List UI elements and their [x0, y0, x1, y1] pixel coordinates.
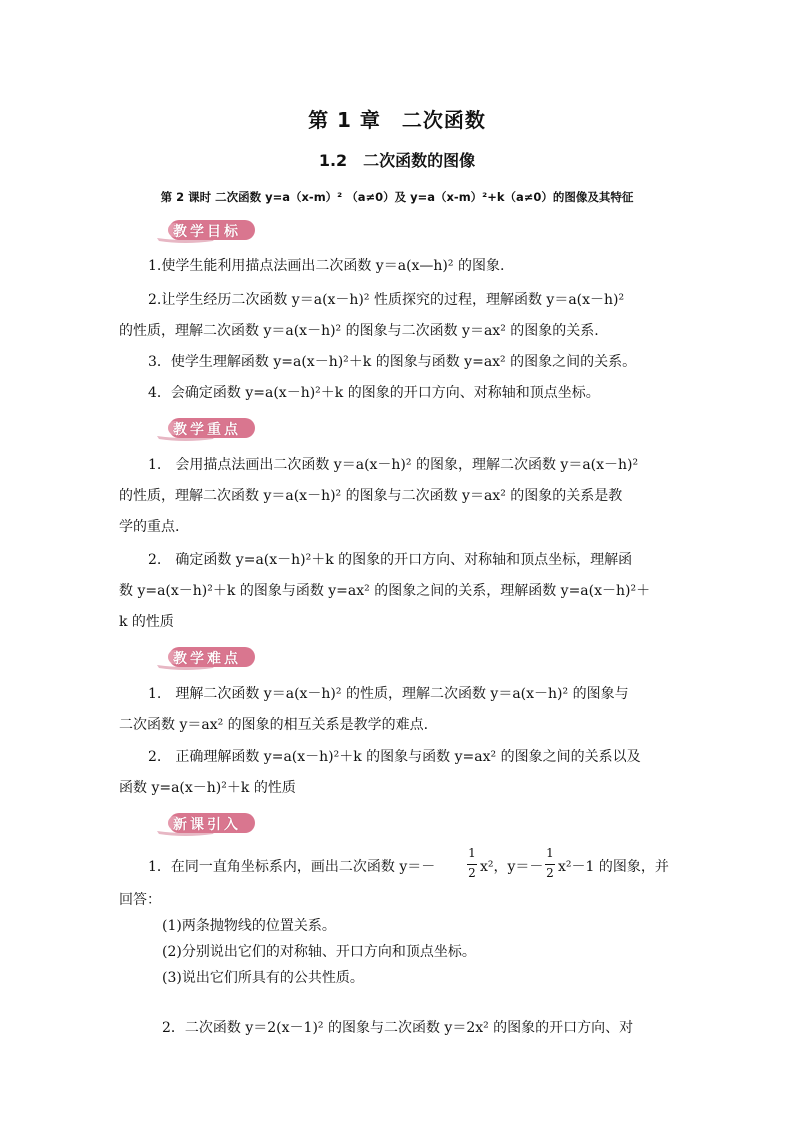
chapter-title: 第 1 章 二次函数	[308, 108, 486, 132]
fraction-numerator: 1	[546, 846, 554, 860]
difficulty-line-2: 二次函数 y＝ax² 的图象的相互关系是教学的难点.	[119, 717, 429, 733]
key-line-3: 学的重点.	[119, 519, 180, 535]
tag-intro	[155, 811, 265, 837]
fraction-bar	[467, 864, 477, 865]
intro-q1-part-c: x²－1 的图象，并	[558, 859, 669, 875]
tag-label: 新课引入	[173, 817, 241, 833]
goal-line-4: 3．使学生理解函数 y=a(x－h)²＋k 的图象与函数 y=ax² 的图象之间的关系。	[148, 354, 637, 370]
intro-sub-2: (2)分别说出它们的对称轴、开口方向和顶点坐标。	[162, 944, 476, 960]
fraction-denominator: 2	[546, 866, 554, 880]
difficulty-line-4: 函数 y=a(x－h)²＋k 的性质	[119, 780, 296, 796]
tag-key-points	[155, 416, 265, 442]
intro-sub-1: (1)两条抛物线的位置关系。	[162, 918, 336, 934]
intro-q1-answer: 回答：	[119, 892, 161, 908]
fraction-denominator: 2	[468, 866, 476, 880]
intro-q2: 2．二次函数 y＝2(x－1)² 的图象与二次函数 y＝2x² 的图象的开口方向、对	[162, 1020, 634, 1036]
lesson-title: 第 2 课时 二次函数 y=a（x-m）² （a≠0）及 y=a（x-m）²+k（a≠0）的图像及其特征	[160, 190, 634, 204]
key-line-4: 2. 确定函数 y=a(x－h)²＋k 的图象的开口方向、对称轴和顶点坐标，理解函	[148, 552, 633, 568]
difficulty-line-1: 1. 理解二次函数 y＝a(x－h)² 的性质，理解二次函数 y＝a(x－h)² 的图象与	[148, 686, 629, 702]
key-line-6: k 的性质	[119, 614, 174, 630]
intro-q1-part-a: 1．在同一直角坐标系内，画出二次函数 y＝－	[148, 859, 436, 875]
goal-line-3: 的性质，理解二次函数 y＝a(x－h)² 的图象与二次函数 y＝ax² 的图象的关系.	[119, 323, 599, 339]
section-title: 1.2 二次函数的图像	[318, 151, 476, 170]
key-line-2: 的性质，理解二次函数 y＝a(x－h)² 的图象与二次函数 y＝ax² 的图象的关系是教	[119, 488, 623, 504]
key-line-1: 1. 会用描点法画出二次函数 y＝a(x－h)² 的图象，理解二次函数 y＝a(x－h)²	[148, 457, 639, 473]
intro-q1-part-b: x²，y＝－	[480, 859, 544, 875]
goal-line-1: 1.使学生能利用描点法画出二次函数 y＝a(x—h)² 的图象.	[148, 258, 505, 274]
tag-label: 教学目标	[173, 224, 241, 240]
key-line-5: 数 y=a(x－h)²＋k 的图象与函数 y=ax² 的图象之间的关系，理解函数 y=a(x－h)²＋	[119, 583, 651, 599]
tag-difficulties	[155, 645, 265, 671]
goal-line-5: 4．会确定函数 y=a(x－h)²＋k 的图象的开口方向、对称轴和顶点坐标。	[148, 385, 600, 401]
goal-line-2: 2.让学生经历二次函数 y＝a(x－h)² 性质探究的过程，理解函数 y＝a(x－h)²	[148, 292, 625, 308]
tag-teaching-goals	[155, 218, 265, 244]
intro-sub-3: (3)说出它们所具有的公共性质。	[162, 970, 364, 986]
tag-label: 教学难点	[173, 651, 241, 667]
tag-label: 教学重点	[173, 422, 241, 438]
fraction-numerator: 1	[468, 846, 476, 860]
difficulty-line-3: 2. 正确理解函数 y=a(x－h)²＋k 的图象与函数 y=ax² 的图象之间的关系以及	[148, 749, 641, 765]
fraction-bar	[545, 864, 555, 865]
